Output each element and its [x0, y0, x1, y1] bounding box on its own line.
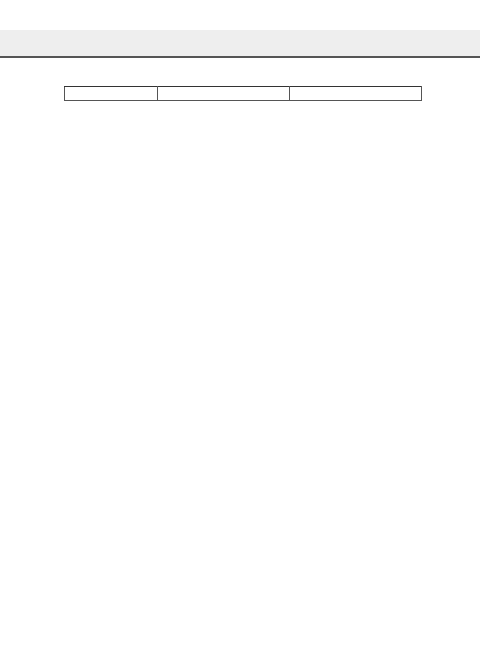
table-header-cell	[157, 87, 289, 101]
disaster-table	[64, 86, 422, 101]
page-header	[0, 30, 480, 58]
table-header-cell	[65, 87, 158, 101]
page-content	[64, 66, 422, 101]
table-header-row	[65, 87, 422, 101]
table-header-cell	[289, 87, 421, 101]
